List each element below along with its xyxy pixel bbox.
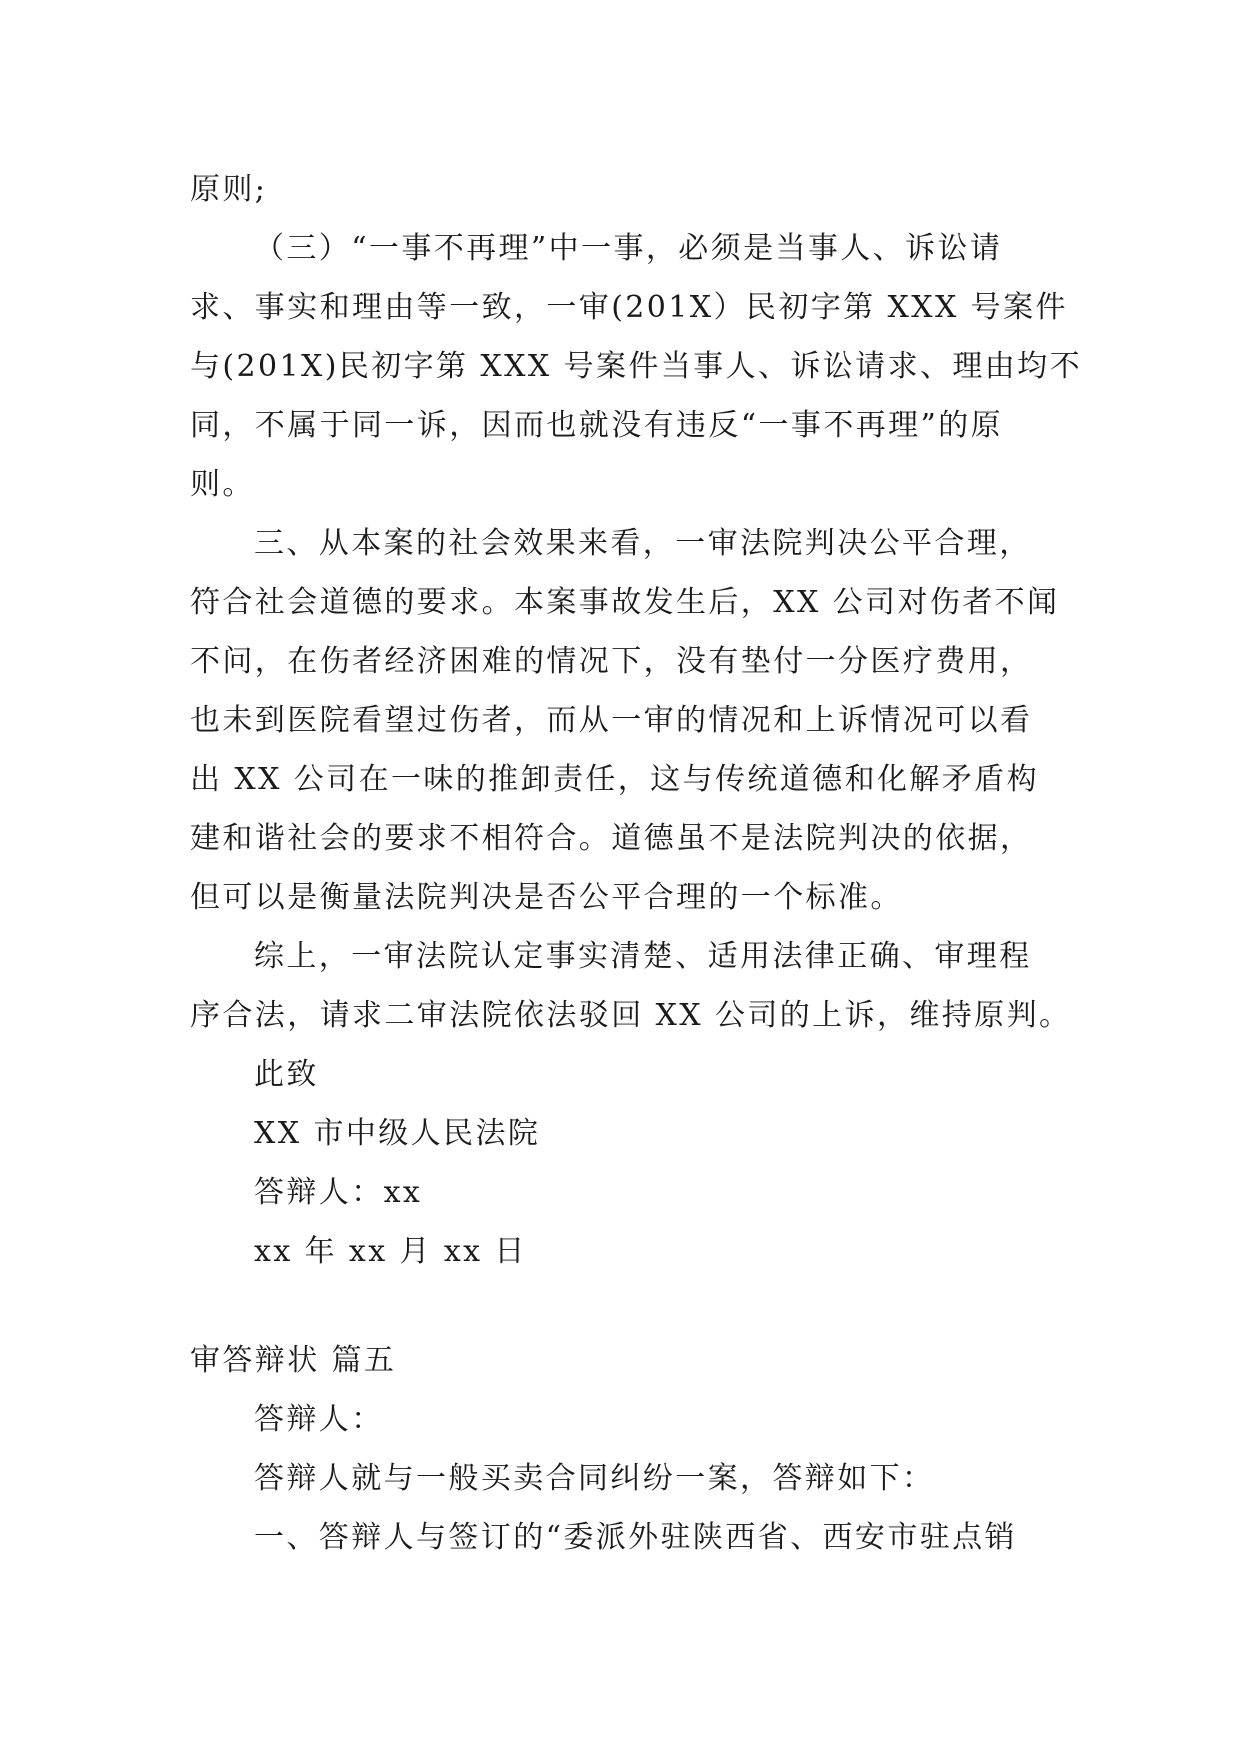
text-line: 不问，在伤者经济困难的情况下，没有垫付一分医疗费用，: [190, 644, 1033, 679]
text-line: 符合社会道德的要求。本案事故发生后，XX 公司对伤者不闻: [190, 585, 1060, 620]
text-line: 但可以是衡量法院判决是否公平合理的一个标准。: [190, 880, 903, 915]
text-line: 同，不属于同一诉，因而也就没有违反“一事不再理”的原: [190, 408, 1004, 443]
date-line: xx 年 xx 月 xx 日: [254, 1234, 527, 1269]
recipient-court: XX 市中级人民法院: [254, 1116, 541, 1151]
text-line: 答辩人就与一般买卖合同纠纷一案，答辩如下：: [254, 1461, 935, 1496]
text-line: 序合法，请求二审法院依法驳回 XX 公司的上诉，维持原判。: [190, 998, 1072, 1033]
text-line: 三、从本案的社会效果来看，一审法院判决公平合理，: [254, 526, 1032, 561]
text-line: 答辩人：: [254, 1402, 384, 1437]
text-line: 综上，一审法院认定事实清楚、适用法律正确、审理程: [254, 939, 1032, 974]
section-gap: [190, 1281, 1050, 1331]
salutation: 此致: [254, 1057, 319, 1092]
text-line: 一、答辩人与签订的“委派外驻陕西省、西安市驻点销: [254, 1520, 1017, 1555]
text-line: 原则;: [190, 172, 268, 207]
document-body-part2: [190, 1331, 1050, 1567]
text-line: 求、事实和理由等一致，一审(201X）民初字第 XXX 号案件: [190, 290, 1068, 325]
document-page: [190, 160, 1082, 1567]
text-line: 出 XX 公司在一味的推卸责任，这与传统道德和化解矛盾构: [190, 762, 1039, 797]
respondent-signature: 答辩人：xx: [254, 1175, 423, 1210]
text-line: 则。: [190, 467, 255, 502]
text-line: 建和谐社会的要求不相符合。道德虽不是法院判决的依据，: [190, 821, 1033, 856]
text-line: （三）“一事不再理”中一事，必须是当事人、诉讼请: [254, 231, 1003, 266]
document-body-part1: [190, 160, 1082, 1281]
section-heading: 审答辩状 篇五: [190, 1343, 397, 1378]
text-line: 也未到医院看望过伤者，而从一审的情况和上诉情况可以看: [190, 703, 1033, 738]
text-line: 与(201X)民初字第 XXX 号案件当事人、诉讼请求、理由均不: [190, 349, 1082, 384]
